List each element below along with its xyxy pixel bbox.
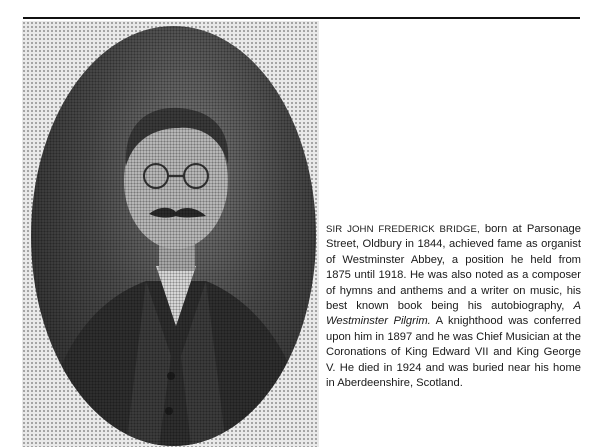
caption-name: SIR JOHN FREDERICK BRIDGE, — [326, 224, 480, 235]
biography-caption — [326, 222, 581, 391]
caption-book-title: A Westminster Pilgrim. — [326, 300, 581, 328]
caption-text-part-2: A knighthood was conferred upon him in 1897 and he was Chief Musician at the Coronations of King Edward VII and King George V. He died in 1924 and was buried near his home in Aberdeenshire, Scotland. — [326, 315, 582, 390]
portrait-photo — [22, 21, 319, 447]
portrait-figure-illustration — [31, 26, 316, 446]
top-divider-rule — [23, 17, 580, 19]
portrait-oval-vignette — [31, 26, 316, 446]
caption-text-part-1: born at Parsonage Street, Oldbury in 1844, achieved fame as organist of Westminster Abbey, a position he held from 1875 until 1918. He was also noted as a composer of hymns and anthems and a writer on music, his best known book being his autobiography, — [326, 223, 581, 313]
